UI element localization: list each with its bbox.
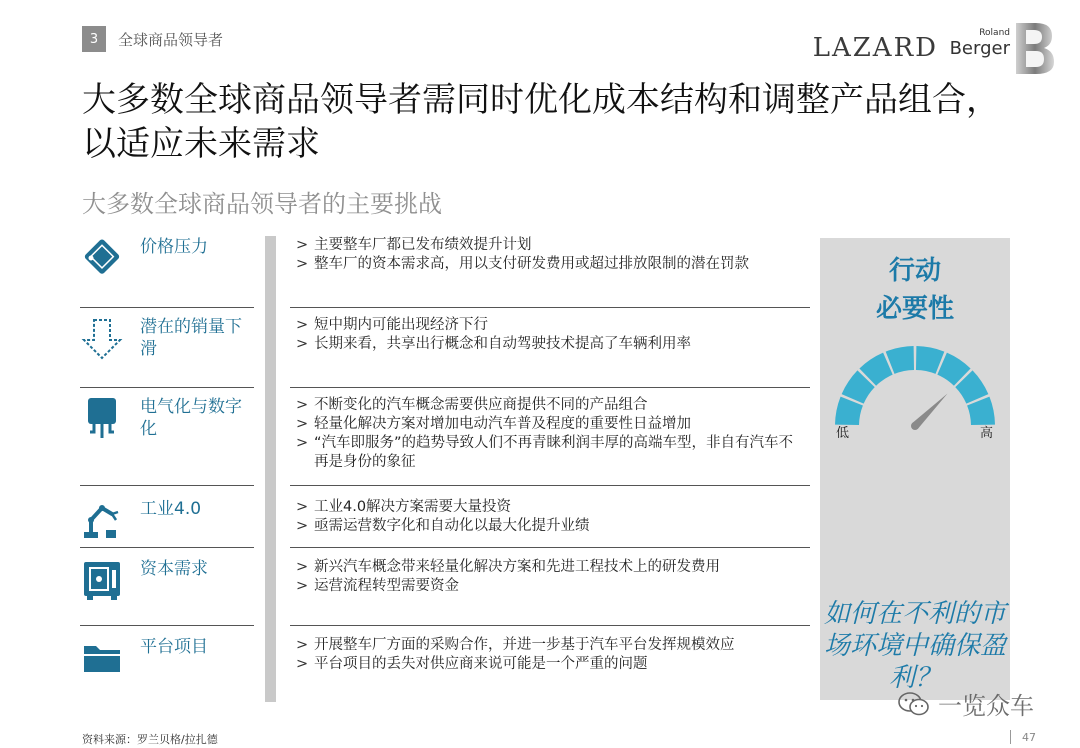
wechat-icon — [898, 691, 930, 717]
challenge-bullets — [296, 498, 796, 536]
action-title-line: 必要性 — [875, 294, 954, 324]
lazard-logo: LAZARD — [812, 33, 938, 63]
challenge-bullets — [296, 396, 796, 472]
challenge-label: 资本需求 — [140, 559, 208, 579]
row-divider — [290, 625, 810, 626]
action-necessity-panel — [820, 238, 1010, 700]
challenge-label: 潜在的销量下滑 — [140, 317, 242, 359]
challenge-bullet: > 平台项目的丢失对供应商来说可能是一个严重的问题 — [296, 655, 796, 674]
challenge-bullet: > 轻量化解决方案对增加电动汽车普及程度的重要性日益增加 — [296, 415, 796, 434]
challenge-bullet: > 不断变化的汽车概念需要供应商提供不同的产品组合 — [296, 396, 796, 415]
action-title — [820, 252, 1010, 328]
challenge-bullet: > 新兴汽车概念带来轻量化解决方案和先进工程技术上的研发费用 — [296, 558, 796, 577]
challenge-bullet: > 长期来看，共享出行概念和自动驾驶技术提高了车辆利用率 — [296, 335, 796, 354]
roland-berger-b-mark-icon — [956, 20, 1056, 76]
section-number: 3 — [82, 26, 106, 52]
challenge-bullet: > 短中期内可能出现经济下行 — [296, 316, 796, 335]
gauge-hub — [911, 422, 919, 430]
row-divider — [290, 547, 810, 548]
row-divider — [290, 387, 810, 388]
row-divider — [290, 307, 810, 308]
challenge-label: 电气化与数字化 — [140, 397, 242, 439]
challenge-bullets — [296, 236, 796, 274]
roland-berger-logo — [949, 20, 1056, 76]
page-number: 47 — [1022, 731, 1036, 744]
folder-icon — [80, 636, 124, 680]
challenge-label: 平台项目 — [140, 637, 208, 657]
row-divider — [80, 485, 254, 486]
digital-plug-icon — [80, 396, 124, 440]
challenge-row-platform-projects — [80, 636, 810, 702]
challenge-bullet: > 工业4.0解决方案需要大量投资 — [296, 498, 796, 517]
section-tag — [82, 26, 223, 52]
row-divider — [80, 387, 254, 388]
action-question: 如何在不利的市场环境中确保盈利？ — [823, 599, 1006, 693]
gauge-low-label: 低 — [836, 426, 850, 441]
challenge-label: 价格压力 — [140, 237, 208, 257]
robot-arm-icon — [80, 498, 124, 542]
row-divider — [80, 307, 254, 308]
roland-berger-logo-bottom: Berger — [949, 38, 1010, 59]
section-label: 全球商品领导者 — [118, 30, 224, 49]
roland-berger-logo-top: Roland — [979, 28, 1010, 38]
price-tag-icon — [80, 236, 124, 280]
challenges-list — [80, 236, 810, 702]
challenge-row-price-pressure — [80, 236, 810, 308]
gauge-high-label: 高 — [980, 426, 994, 441]
challenge-bullet: > 整车厂的资本需求高，用以支付研发费用或超过排放限制的潜在罚款 — [296, 255, 796, 274]
challenge-bullets — [296, 316, 796, 354]
row-divider — [80, 547, 254, 548]
watermark — [898, 686, 1034, 721]
challenge-row-volume-decline — [80, 316, 810, 388]
challenge-bullet: > 开展整车厂方面的采购合作，并进一步基于汽车平台发挥规模效应 — [296, 636, 796, 655]
challenge-bullet: > 运营流程转型需要资金 — [296, 577, 796, 596]
logos — [813, 20, 1056, 76]
row-divider — [290, 485, 810, 486]
safe-icon — [80, 558, 124, 602]
footer-divider — [1010, 730, 1011, 744]
challenge-bullets — [296, 558, 796, 596]
challenge-bullets — [296, 636, 796, 674]
challenge-bullet: > 主要整车厂都已发布绩效提升计划 — [296, 236, 796, 255]
source-note: 资料来源：罗兰贝格/拉扎德 — [82, 733, 218, 746]
challenge-bullet: > 亟需运营数字化和自动化以最大化提升业绩 — [296, 517, 796, 536]
page-subtitle: 大多数全球商品领导者的主要挑战 — [82, 190, 442, 218]
row-divider — [80, 625, 254, 626]
action-title-line: 行动 — [888, 256, 941, 286]
watermark-text: 一览众车 — [938, 692, 1034, 720]
challenge-bullet: > “汽车即服务”的趋势导致人们不再青睐利润丰厚的高端车型，非自有汽车不再是身份的象征 — [296, 434, 796, 472]
challenge-row-industry-40 — [80, 498, 810, 548]
challenge-row-electrification — [80, 396, 810, 486]
challenge-label: 工业4.0 — [140, 499, 202, 519]
challenge-row-capital-demand — [80, 558, 810, 626]
necessity-gauge — [830, 328, 1000, 448]
page-title: 大多数全球商品领导者需同时优化成本结构和调整产品组合，以适应未来需求 — [82, 80, 1000, 164]
down-arrow-icon — [80, 316, 124, 360]
